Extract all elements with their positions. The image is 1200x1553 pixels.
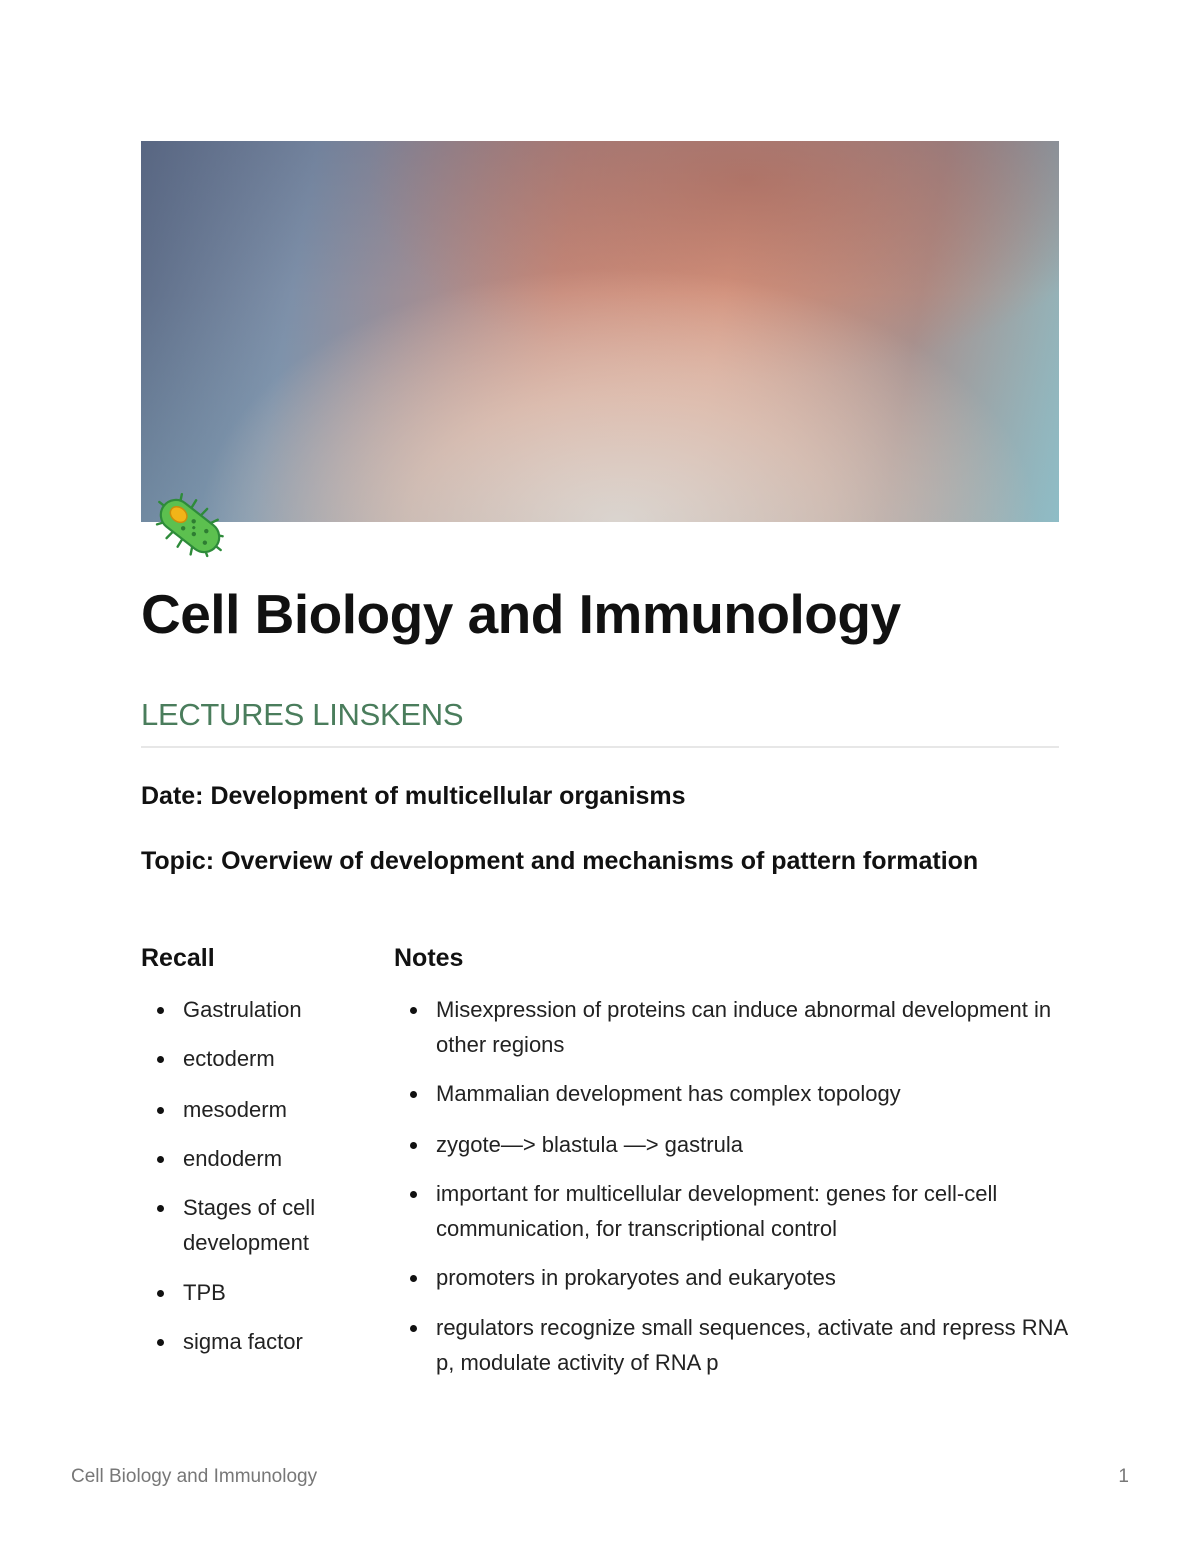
recall-item-text: ectoderm (183, 1046, 275, 1071)
recall-item (141, 1275, 361, 1310)
note-item (394, 1310, 1074, 1380)
bullet-icon (157, 1290, 164, 1297)
recall-item (141, 1190, 361, 1260)
bullet-icon (410, 1142, 417, 1149)
recall-item-text: endoderm (183, 1146, 283, 1171)
notes-heading: Notes (394, 944, 464, 972)
recall-item-text: sigma factor (183, 1329, 303, 1354)
bullet-icon (157, 1205, 164, 1212)
recall-item (141, 1092, 361, 1127)
microbe-icon (148, 484, 232, 568)
note-item-text: important for multicellular development: genes for cell-cell communication, for transcriptional control (436, 1181, 998, 1241)
bullet-icon (157, 1007, 164, 1014)
bullet-icon (157, 1156, 164, 1163)
bullet-icon (157, 1107, 164, 1114)
recall-item-text: Stages of cell development (183, 1195, 316, 1255)
note-item (394, 1127, 1074, 1162)
recall-item (141, 1141, 361, 1176)
section-heading: LECTURES LINSKENS (141, 697, 464, 732)
note-item-text: Mammalian development has complex topology (436, 1081, 901, 1106)
footer-page-number: 1 (1118, 1466, 1129, 1487)
section-divider (141, 746, 1059, 748)
note-item (394, 1260, 1074, 1295)
note-item-text: zygote—> blastula —> gastrula (436, 1132, 743, 1157)
topic-line: Topic: Overview of development and mechanisms of pattern formation (141, 847, 979, 875)
bullet-icon (410, 1275, 417, 1282)
note-item-text: regulators recognize small sequences, activate and repress RNA p, modulate activity of RNA p (436, 1315, 1067, 1375)
note-item-text: Misexpression of proteins can induce abnormal development in other regions (436, 997, 1052, 1057)
recall-item (141, 1041, 361, 1076)
bullet-icon (410, 1007, 417, 1014)
note-item (394, 1176, 1074, 1246)
recall-item (141, 1324, 361, 1359)
note-item-text: promoters in prokaryotes and eukaryotes (436, 1265, 836, 1290)
note-item (394, 992, 1074, 1062)
bullet-icon (410, 1325, 417, 1332)
note-item (394, 1076, 1074, 1111)
recall-item-text: Gastrulation (183, 997, 302, 1022)
page-title: Cell Biology and Immunology (141, 583, 901, 645)
bullet-icon (157, 1339, 164, 1346)
recall-item (141, 992, 361, 1027)
date-line: Date: Development of multicellular organisms (141, 782, 686, 810)
cover-image (141, 141, 1059, 522)
bullet-icon (410, 1091, 417, 1098)
recall-item-text: mesoderm (183, 1097, 287, 1122)
recall-item-text: TPB (183, 1280, 226, 1305)
bullet-icon (157, 1056, 164, 1063)
bullet-icon (410, 1191, 417, 1198)
recall-heading: Recall (141, 944, 215, 972)
footer-doc-title: Cell Biology and Immunology (71, 1466, 318, 1487)
